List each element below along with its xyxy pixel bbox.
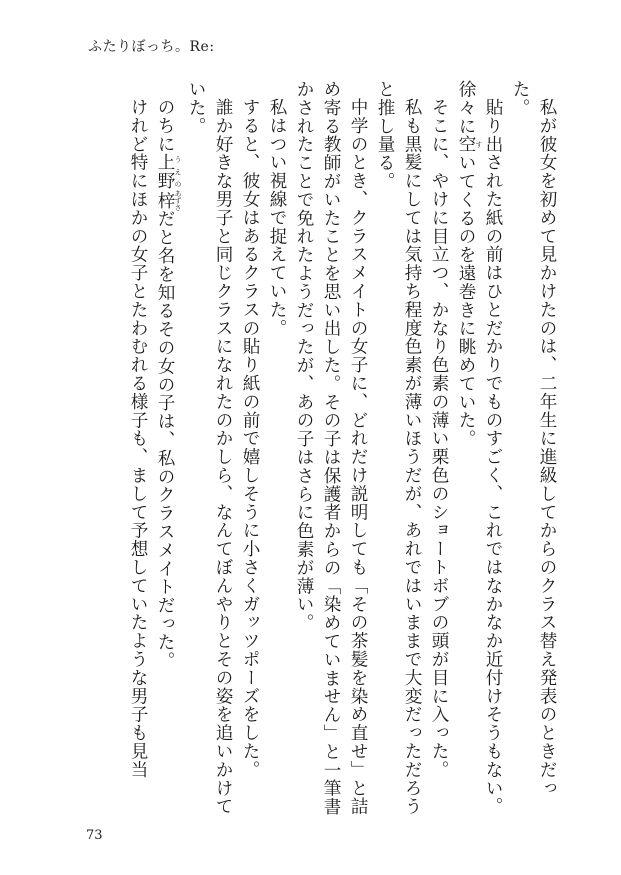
ruby-base: 上野 [155, 152, 175, 190]
ruby-base: 梓 [155, 189, 175, 211]
text-segment: 貼り出された紙の前はひとだかりでものすごく、これではなかなか近付けそうもない。徐々に [456, 80, 503, 816]
vertical-body-text [80, 80, 560, 820]
paragraph: 私が彼女を初めて見かけたのは、二年生に進級してからのクラス替え発表のときだった。 [510, 80, 557, 797]
ruby-base: 空 [456, 135, 476, 154]
text-segment: だと名を知るその女の子は、私のクラスメイトだった。 [155, 209, 175, 670]
paragraph: 中学のとき、クラスメイトの女子に、どれだけ説明しても「その茶髪を染め直せ」と詰め寄る教師がいたことを思い出した。その子は保護者からの「染めていません」と一筆書かされたことで免れたようだったが、あの子はさらに色素が薄い。 [294, 80, 368, 816]
ruby-word [456, 135, 483, 154]
ruby-word [155, 189, 182, 211]
paragraph: けれど特にほかの女子とたわむれる様子も、まして予想していたような男子も見当 [128, 97, 148, 779]
paragraph [151, 80, 182, 820]
paragraph: 私はつい視線で捉えていた。 [267, 97, 287, 337]
paragraph: そこに、やけに目立つ、かなり色素の薄い栗色のショートボブの頭が目に入った。 [429, 97, 449, 779]
ruby-reading: うえの [174, 152, 182, 190]
ruby-reading: す [475, 135, 483, 154]
page-number: 73 [86, 828, 103, 843]
running-title: ふたりぼっち。Re: [88, 39, 215, 55]
ruby-word [155, 152, 182, 190]
paragraph: 私も黒髪にしては気持ち程度色素が薄いほうだが、あれではいままで大変だっただろうと推し量る。 [375, 80, 422, 816]
text-segment: のちに [155, 97, 175, 153]
ruby-reading: あずさ [174, 189, 182, 211]
text-segment: いてくるのを遠巻きに眺めていた。 [456, 153, 476, 449]
paragraph: すると、彼女はあるクラスの貼り紙の前で嬉しそうに小さくガッツポーズをした。 [240, 97, 260, 779]
paragraph [452, 80, 506, 820]
paragraph: 誰か好きな男子と同じクラスになれたのかしら、なんてぼんやりとその姿を追いかけていた。 [186, 80, 233, 816]
